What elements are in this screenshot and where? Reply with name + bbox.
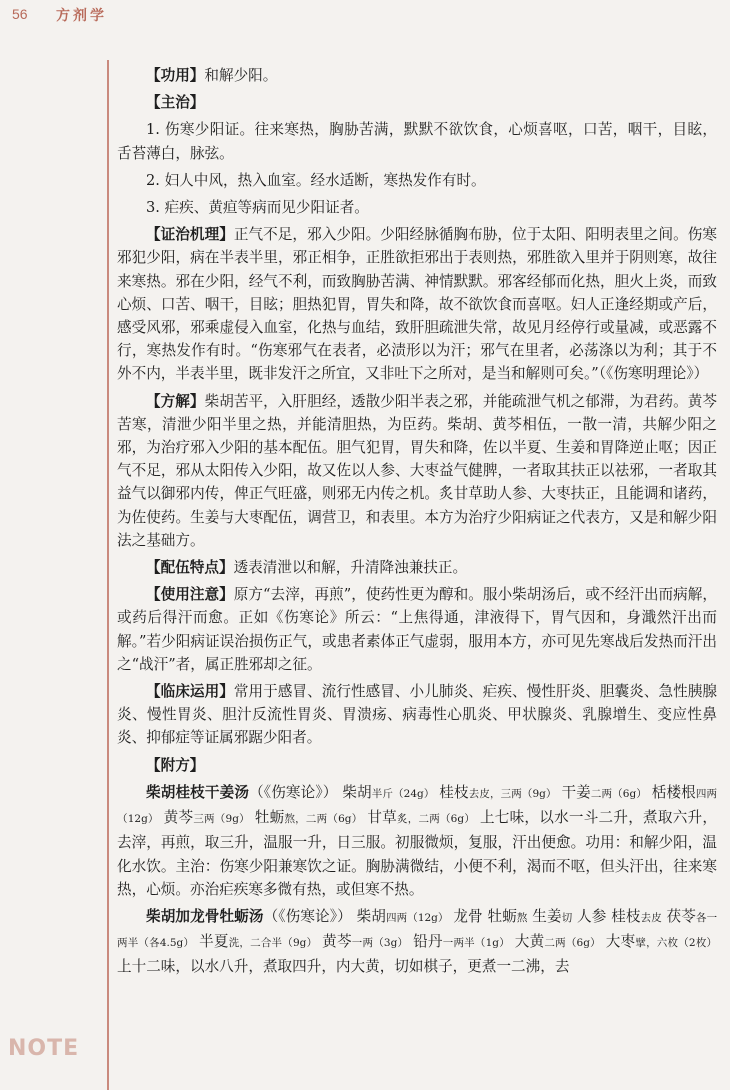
herb-dose: 三两（9g） — [193, 813, 250, 826]
herb-dose: 各一两半（各4.5g） — [117, 911, 718, 950]
herb: 茯苓 — [666, 907, 696, 925]
note-margin-mark: NOTE — [8, 1036, 80, 1061]
section-text-gongyong: 和解少阳。 — [204, 67, 278, 84]
appendix-formula-1 — [117, 781, 717, 901]
herb: 半夏 — [199, 933, 229, 951]
herb-dose: 一两半（1g） — [442, 937, 510, 950]
herb-dose: 去皮 — [640, 911, 662, 924]
herb: 大枣 — [605, 933, 636, 951]
section-zhuzhi — [117, 91, 717, 114]
herb: 柴胡 — [356, 907, 387, 925]
book-title: 方剂学 — [56, 8, 107, 24]
herb-dose: 切 — [561, 911, 573, 924]
section-jili — [117, 223, 717, 385]
herb-dose: 炙，二两（6g） — [397, 813, 476, 826]
herb: 龙骨 — [453, 907, 483, 925]
formula-name: 柴胡加龙骨牡蛎汤 — [146, 907, 264, 925]
section-label-linchuang: 【临床运用】 — [146, 683, 234, 701]
herb-dose: 二两（6g） — [544, 937, 601, 950]
formula-name: 柴胡桂枝干姜汤 — [146, 783, 250, 801]
page-number: 56 — [12, 6, 28, 22]
section-label-zhuzhi: 【主治】 — [146, 94, 205, 112]
herb: 甘草 — [367, 809, 398, 827]
herb-dose: 去皮，三两（9g） — [468, 787, 557, 800]
appendix-formula-2 — [117, 905, 717, 979]
herb-dose: 擘，六枚（2枚） — [635, 937, 718, 950]
section-label-jili: 【证治机理】 — [146, 226, 234, 244]
section-text-zhuyi: 原方“去滓，再煎”，使药性更为醇和。服小柴胡汤后，或不经汗出而病解，或药后得汗而愈。正如《伤寒论》所云：“上焦得通，津液得下，胃气因和，身濈然汗出而解。”若少阳病证误治损伤正气，或患者素体正气虚弱，服用本方，亦可见先寒战后发热而汗出之“战汗”者，属正胜邪却之征。 — [117, 586, 717, 673]
herb-dose: 熬 — [516, 911, 528, 924]
section-label-fangjie: 【方解】 — [146, 392, 205, 410]
herb: 黄芩 — [322, 933, 352, 951]
zhuzhi-item-1: 1. 伤寒少阳证。往来寒热，胸胁苦满，默默不欲饮食，心烦喜呕，口苦，咽干，目眩，舌苔薄白，脉弦。 — [117, 121, 717, 162]
herb-dose: 洗，二合半（9g） — [228, 937, 318, 950]
herb: 牡蛎 — [254, 809, 285, 827]
herb: 黄芩 — [163, 809, 194, 827]
formula-source: （《伤寒论》） — [249, 783, 338, 801]
margin-rule — [107, 60, 109, 1090]
herb: 桂枝 — [611, 907, 641, 925]
section-gongyong — [117, 64, 717, 87]
main-text — [117, 64, 717, 979]
section-label-zhuyi: 【使用注意】 — [146, 586, 234, 604]
section-fangjie — [117, 390, 717, 552]
herb: 柴胡 — [342, 783, 372, 801]
herb: 人参 — [577, 907, 607, 925]
section-text-fangjie: 柴胡苦平，入肝胆经，透散少阳半表之邪，并能疏泄气机之郁滞，为君药。黄芩苦寒，清泄少阳半里之热，并能清胆热，为臣药。柴胡、黄芩相伍，一散一清，共解少阳之邪，为治疗邪入少阳的基本配伍。胆气犯胃，胃失和降，佐以半夏、生姜和胃降逆止呕；因正气不足，邪从太阳传入少阳，故又佐以人参、大枣益气健脾，一者取其扶正以祛邪，一者取其益气以御邪内传，俾正气旺盛，则邪无内传之机。炙甘草助人参、大枣扶正，且能调和诸药，为佐使药。生姜与大枣配伍，调营卫，和表里。本方为治疗少阳病证之代表方，又是和解少阳法之基础方。 — [117, 392, 717, 549]
formula-source: （《伤寒论》） — [263, 907, 352, 925]
herb: 牡蛎 — [487, 907, 517, 925]
herb-dose: 一两（3g） — [351, 937, 409, 950]
herb-dose: 四两（12g） — [117, 787, 718, 826]
section-label-peiwu: 【配伍特点】 — [146, 559, 234, 577]
zhuzhi-item-2: 2. 妇人中风，热入血室。经水适断，寒热发作有时。 — [146, 171, 486, 189]
herb: 栝楼根 — [651, 783, 696, 801]
herb-dose: 半斤（24g） — [371, 787, 435, 800]
section-text-jili: 正气不足，邪入少阳。少阳经脉循胸布胁，位于太阳、阳明表里之间。伤寒邪犯少阳，病在半表半里，邪正相争，正胜欲拒邪出于表则热，邪胜欲入里并于阴则寒，故往来寒热。邪在少阳，经气不利，而致胸胁苦满、神情默默。邪客经郁而化热，胆火上炎，而致心烦、口苦、咽干，目眩；胆热犯胃，胃失和降，故不欲饮食而喜呕。妇人正逢经期或产后，感受风邪，邪乘虚侵入血室，化热与血结，致肝胆疏泄失常，故见月经停行或量减，或恶露不行，寒热发作有时。“伤寒邪气在表者，必渍形以为汗；邪气在里者，必荡涤以为利；其于不外不内，半表半里，既非发汗之所宜，又非吐下之所对，是当和解则可矣。”（《伤寒明理论》） — [117, 226, 717, 383]
formula-text: 上十二味，以水八升，煮取四升，内大黄，切如棋子，更煮一二沸，去 — [117, 958, 570, 976]
section-zhuyi — [117, 583, 717, 676]
section-linchuang — [117, 680, 717, 750]
section-text-linchuang: 常用于感冒、流行性感冒、小儿肺炎、疟疾、慢性肝炎、胆囊炎、急性胰腺炎、慢性胃炎、胆汁反流性胃炎、胃溃疡、病毒性心肌炎、甲状腺炎、乳腺增生、变应性鼻炎、抑郁症等证属邪踞少阳者。 — [117, 683, 717, 747]
herb: 铅丹 — [413, 933, 443, 951]
herb-dose: 四两（12g） — [386, 911, 449, 924]
section-label-fufang: 【附方】 — [146, 756, 205, 774]
herb: 大黄 — [514, 933, 545, 951]
formula-text: 上七味，以水一斗二升，煮取六升，去滓，再煎，取三升，温服一升，日三服。初服微烦，复服，汗出便愈。功用：和解少阳，温化水饮。主治：伤寒少阳兼寒饮之证。胸胁满微结，小便不利，渴而不呕，但头汗出，往来寒热，心烦。亦治疟疾寒多微有热，或但寒不热。 — [117, 809, 717, 898]
section-peiwu — [117, 556, 717, 579]
herb: 生姜 — [532, 907, 562, 925]
herb: 桂枝 — [439, 783, 469, 801]
section-label-gongyong: 【功用】 — [146, 67, 205, 84]
zhuzhi-item-3: 3. 疟疾、黄疸等病而见少阳证者。 — [146, 199, 369, 217]
section-fufang — [117, 754, 717, 777]
herb-dose: 二两（6g） — [590, 787, 647, 800]
herb: 干姜 — [561, 783, 591, 801]
herb-dose: 熬，二两（6g） — [284, 813, 363, 826]
section-text-peiwu: 透表清泄以和解，升清降浊兼扶正。 — [233, 559, 468, 577]
